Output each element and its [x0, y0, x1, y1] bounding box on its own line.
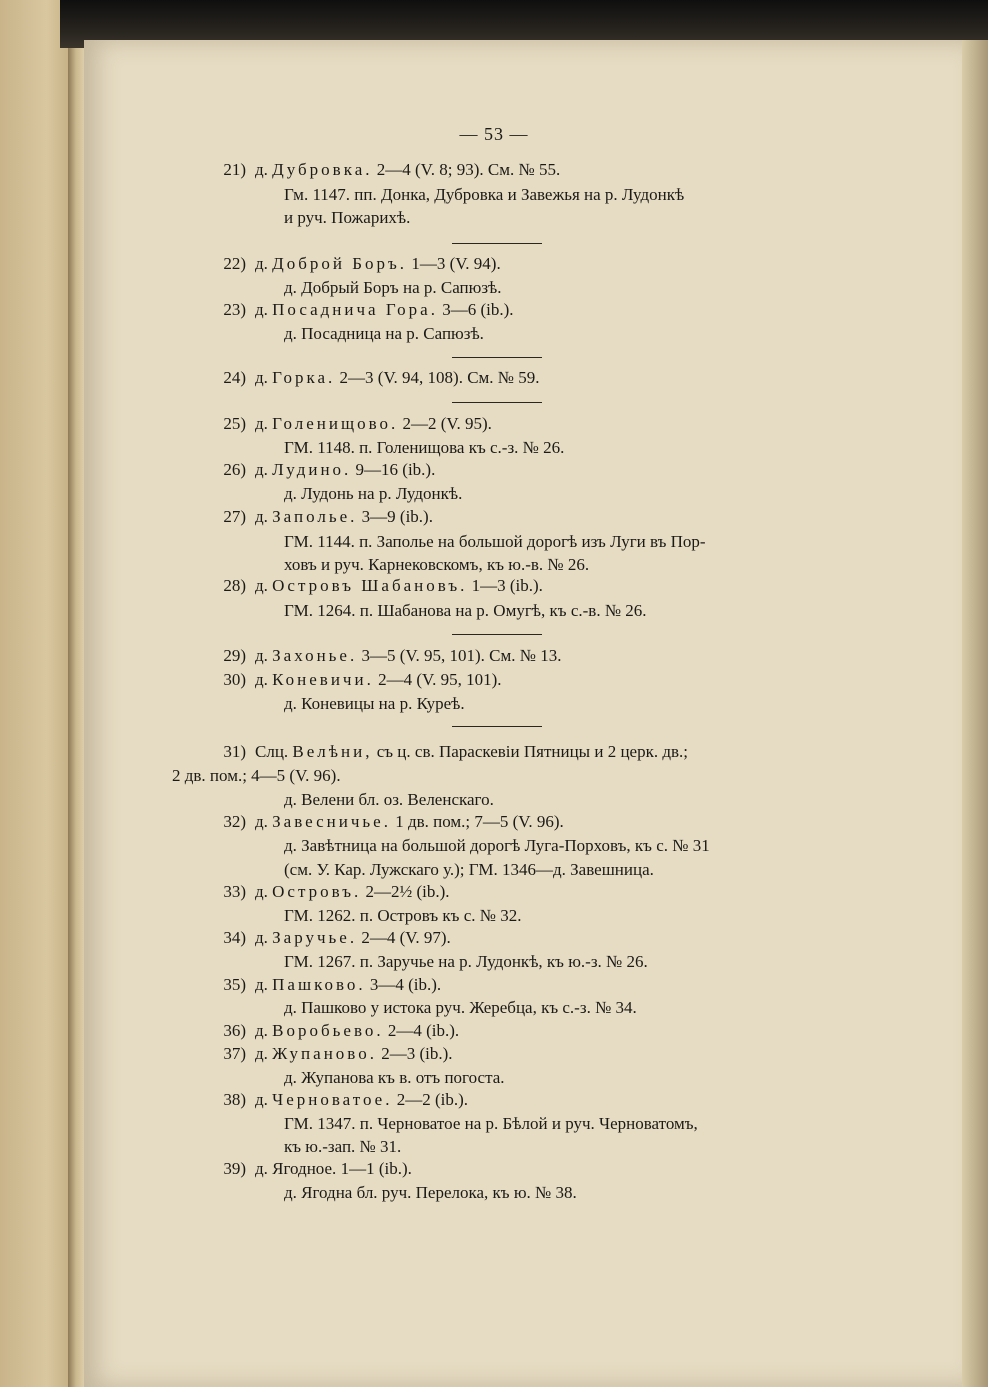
entry-number: 33) — [223, 882, 246, 901]
entry-note: д. Посадница на р. Сапюзѣ. — [284, 324, 484, 343]
entry-note: къ ю.-зап. № 31. — [284, 1137, 402, 1156]
section-divider — [452, 402, 542, 403]
section-divider — [452, 357, 542, 358]
entry-note: (см. У. Кар. Лужскаго у.); ГМ. 1346—д. Завешница. — [284, 860, 654, 879]
entry-name: Горка. — [272, 368, 336, 387]
entry-number: 29) — [223, 646, 246, 665]
entry-line — [255, 928, 451, 948]
entry-details: 3—6 (ib.). — [442, 300, 514, 319]
entry-type: д. — [255, 928, 268, 947]
entry-note: ГМ. 1144. п. Заполье на большой дорогѣ изъ Луги въ Пор- — [284, 532, 706, 551]
entry-name: Дубровка. — [272, 160, 373, 179]
entry-name: Коневичи. — [272, 670, 374, 689]
entry-type: д. — [255, 460, 268, 479]
entry-line — [255, 646, 561, 666]
entry-line — [255, 882, 450, 902]
entry-note: ГМ. 1264. п. Шабанова на р. Омугѣ, къ с.-в. № 26. — [284, 601, 647, 620]
entry-note: ГМ. 1148. п. Голенищова къ с.-з. № 26. — [284, 438, 565, 457]
entry-type: д. — [255, 507, 268, 526]
entry-number: 34) — [223, 928, 246, 947]
entry-line — [255, 812, 564, 832]
entry-details: 3—5 (V. 95, 101). См. № 13. — [361, 646, 562, 665]
entry-type: д. — [255, 1021, 268, 1040]
entry-type: д. — [255, 414, 268, 433]
entry-details: 2—4 (V. 97). — [361, 928, 451, 947]
entry-type: д. — [255, 368, 268, 387]
entry-number: 22) — [223, 254, 246, 273]
entry-details: 1—1 (ib.). — [340, 1159, 412, 1178]
entry-details: 2—2 (V. 95). — [402, 414, 492, 433]
entry-line — [255, 742, 688, 762]
entry-line — [255, 160, 560, 180]
entry-type: д. — [255, 1159, 268, 1178]
entry-number: 25) — [223, 414, 246, 433]
entry-name: Воробьево. — [272, 1021, 384, 1040]
entry-name: Пашково. — [272, 975, 366, 994]
entry-note: д. Добрый Боръ на р. Сапюзѣ. — [284, 278, 502, 297]
entry-number: 37) — [223, 1044, 246, 1063]
entry-details: съ ц. св. Параскевiи Пятницы и 2 церк. дв.; — [376, 742, 689, 761]
entry-type: д. — [255, 882, 268, 901]
entry-number: 26) — [223, 460, 246, 479]
entry-details: 1—3 (V. 94). — [411, 254, 501, 273]
entry-details: 1 дв. пом.; 7—5 (V. 96). — [395, 812, 564, 831]
entry-number: 28) — [223, 576, 246, 595]
entry-line — [255, 460, 435, 480]
entry-number: 31) — [223, 742, 246, 761]
entry-details: 2—4 (ib.). — [387, 1021, 460, 1040]
entry-details: 3—9 (ib.). — [361, 507, 433, 526]
section-divider — [452, 243, 542, 244]
entry-name: Островъ. — [272, 882, 362, 901]
entry-note: д. Жупанова къ в. отъ погоста. — [284, 1068, 505, 1087]
entry-type: д. — [255, 812, 268, 831]
entry-type: Слц. — [255, 742, 289, 761]
entry-name: Лудино. — [272, 460, 352, 479]
entry-line — [255, 975, 441, 995]
entry-name: Посаднича Гора. — [272, 300, 438, 319]
entry-name: Захонье. — [272, 646, 358, 665]
entry-note: и руч. Пожарихѣ. — [284, 208, 411, 227]
entry-number: 27) — [223, 507, 246, 526]
entry-note: д. Лудонь на р. Лудонкѣ. — [284, 484, 463, 503]
entry-number: 24) — [223, 368, 246, 387]
entry-name: Голенищово. — [272, 414, 399, 433]
entry-number: 38) — [223, 1090, 246, 1109]
entry-name: Доброй Боръ. — [272, 254, 408, 273]
entry-type: д. — [255, 670, 268, 689]
entry-note: д. Коневицы на р. Курeѣ. — [284, 694, 465, 713]
entry-name: Черноватое. — [272, 1090, 393, 1109]
entry-continuation: 2 дв. пом.; 4—5 (V. 96). — [172, 766, 341, 785]
entry-details: 3—4 (ib.). — [369, 975, 442, 994]
entry-details: 1—3 (ib.). — [471, 576, 543, 595]
entry-line — [255, 368, 540, 388]
entry-note: ГМ. 1347. п. Черноватое на р. Бѣлой и руч. Черноватомъ, — [284, 1114, 698, 1133]
entry-line — [255, 254, 501, 274]
entry-type: д. — [255, 975, 268, 994]
entry-number: 35) — [223, 975, 246, 994]
entry-name: Заполье. — [272, 507, 358, 526]
entry-type: д. — [255, 576, 268, 595]
section-divider — [452, 634, 542, 635]
entry-name: Заручье. — [272, 928, 358, 947]
entry-type: д. — [255, 1044, 268, 1063]
entry-details: 9—16 (ib.). — [355, 460, 436, 479]
entry-details: 2—4 (V. 95, 101). — [378, 670, 502, 689]
page-number: — 53 — — [459, 124, 529, 144]
entry-details: 2—4 (V. 8; 93). См. № 55. — [376, 160, 561, 179]
entry-note: ховъ и руч. Карнековскомъ, къ ю.-в. № 26. — [284, 555, 590, 574]
entry-details: 2—2½ (ib.). — [365, 882, 450, 901]
entry-name: Завесничье. — [272, 812, 391, 831]
entry-line — [255, 1159, 412, 1179]
entry-line — [255, 1090, 468, 1110]
entry-number: 32) — [223, 812, 246, 831]
entry-number: 21) — [223, 160, 246, 179]
entry-line — [255, 1044, 453, 1064]
entry-note: д. Ягодна бл. руч. Перелока, къ ю. № 38. — [284, 1183, 577, 1202]
entry-details: 2—2 (ib.). — [396, 1090, 469, 1109]
entry-note: д. Пашково у истока руч. Жеребца, къ с.-з. № 34. — [284, 998, 637, 1017]
entry-name: Островъ Шабановъ. — [272, 576, 468, 595]
entry-name: Ягодное. — [272, 1159, 337, 1178]
entry-number: 30) — [223, 670, 246, 689]
entry-number: 39) — [223, 1159, 246, 1178]
entry-type: д. — [255, 254, 268, 273]
entry-number: 36) — [223, 1021, 246, 1040]
entry-type: д. — [255, 1090, 268, 1109]
entry-details: 2—3 (ib.). — [381, 1044, 453, 1063]
entry-line — [255, 414, 492, 434]
entry-line — [255, 670, 502, 690]
entry-note: Гм. 1147. пп. Донка, Дубровка и Завежья на р. Лудонкѣ — [284, 185, 685, 204]
entry-number: 23) — [223, 300, 246, 319]
section-divider — [452, 726, 542, 727]
entry-type: д. — [255, 160, 268, 179]
entry-details: 2—3 (V. 94, 108). См. № 59. — [339, 368, 540, 387]
entry-type: д. — [255, 300, 268, 319]
entry-line — [255, 1021, 459, 1041]
entry-name: Жупаново. — [272, 1044, 377, 1063]
entry-line — [255, 576, 543, 596]
entry-note: ГМ. 1267. п. Заручье на р. Лудонкѣ, къ ю.-з. № 26. — [284, 952, 648, 971]
entry-name: Велѣни, — [292, 742, 373, 761]
entry-line — [255, 507, 433, 527]
entry-note: д. Завѣтница на большой дорогѣ Луга-Порховъ, къ с. № 31 — [284, 836, 710, 855]
entry-note: ГМ. 1262. п. Островъ къ с. № 32. — [284, 906, 522, 925]
entry-note: д. Велени бл. оз. Веленскаго. — [284, 790, 494, 809]
entry-line — [255, 300, 514, 320]
entry-type: д. — [255, 646, 268, 665]
